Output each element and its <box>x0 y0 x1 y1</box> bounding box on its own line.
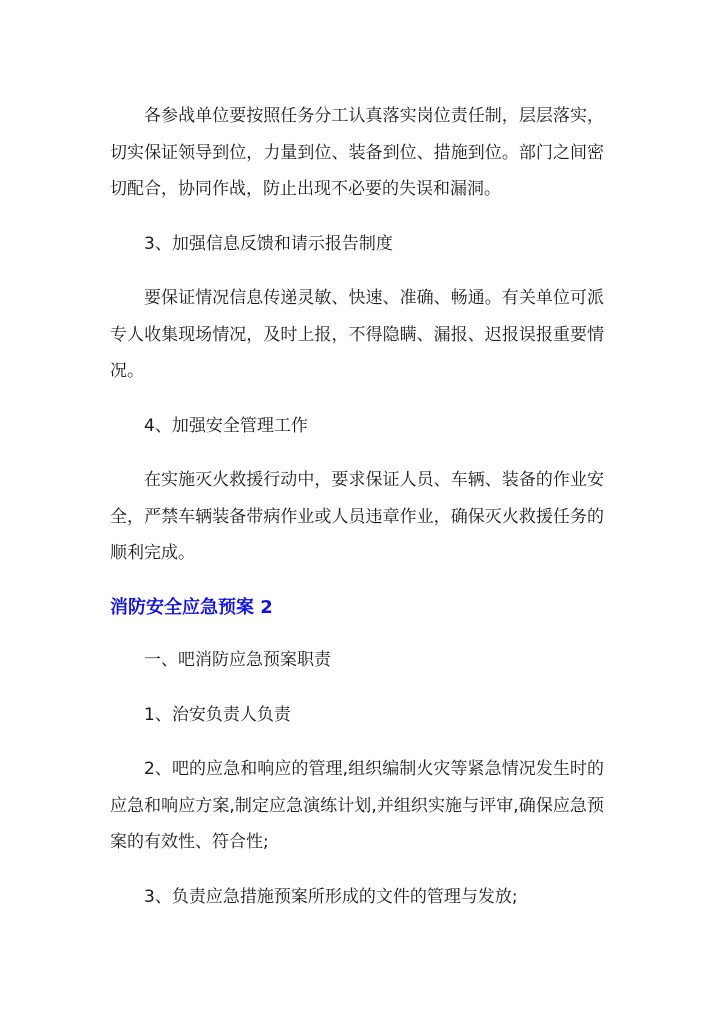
section-1-title: 一、吧消防应急预案职责 <box>144 650 331 670</box>
paragraph-responsibility: 各参战单位要按照任务分工认真落实岗位责任制，层层落实，切实保证领导到位，力量到位、装备到位、措施到位。部门之间密切配合，协同作战，防止出现不必要的失误和漏洞。 <box>110 106 604 199</box>
paragraph-safety: 在实施灭火救援行动中，要求保证人员、车辆、装备的作业安全，严禁车辆装备带病作业或人员违章作业，确保灭火救援任务的顺利完成。 <box>110 470 604 563</box>
paragraph-information: 要保证情况信息传递灵敏、快速、准确、畅通。有关单位可派专人收集现场情况，及时上报，不得隐瞒、漏报、迟报误报重要情况。 <box>110 288 604 381</box>
paragraph-document-management: 3、负责应急措施预案所形成的文件的管理与发放; <box>144 886 518 907</box>
section-heading: 消防安全应急预案 2 <box>110 596 273 618</box>
item-4-title: 4、加强安全管理工作 <box>144 415 308 436</box>
item-1-title: 1、治安负责人负责 <box>144 704 291 725</box>
paragraph-emergency-management: 2、吧的应急和响应的管理,组织编制火灾等紧急情况发生时的应急和响应方案,制定应急演练计划,并组织实施与评审,确保应急预案的有效性、符合性; <box>110 759 604 852</box>
item-3-title: 3、加强信息反馈和请示报告制度 <box>144 233 393 254</box>
document-page <box>110 98 604 933</box>
